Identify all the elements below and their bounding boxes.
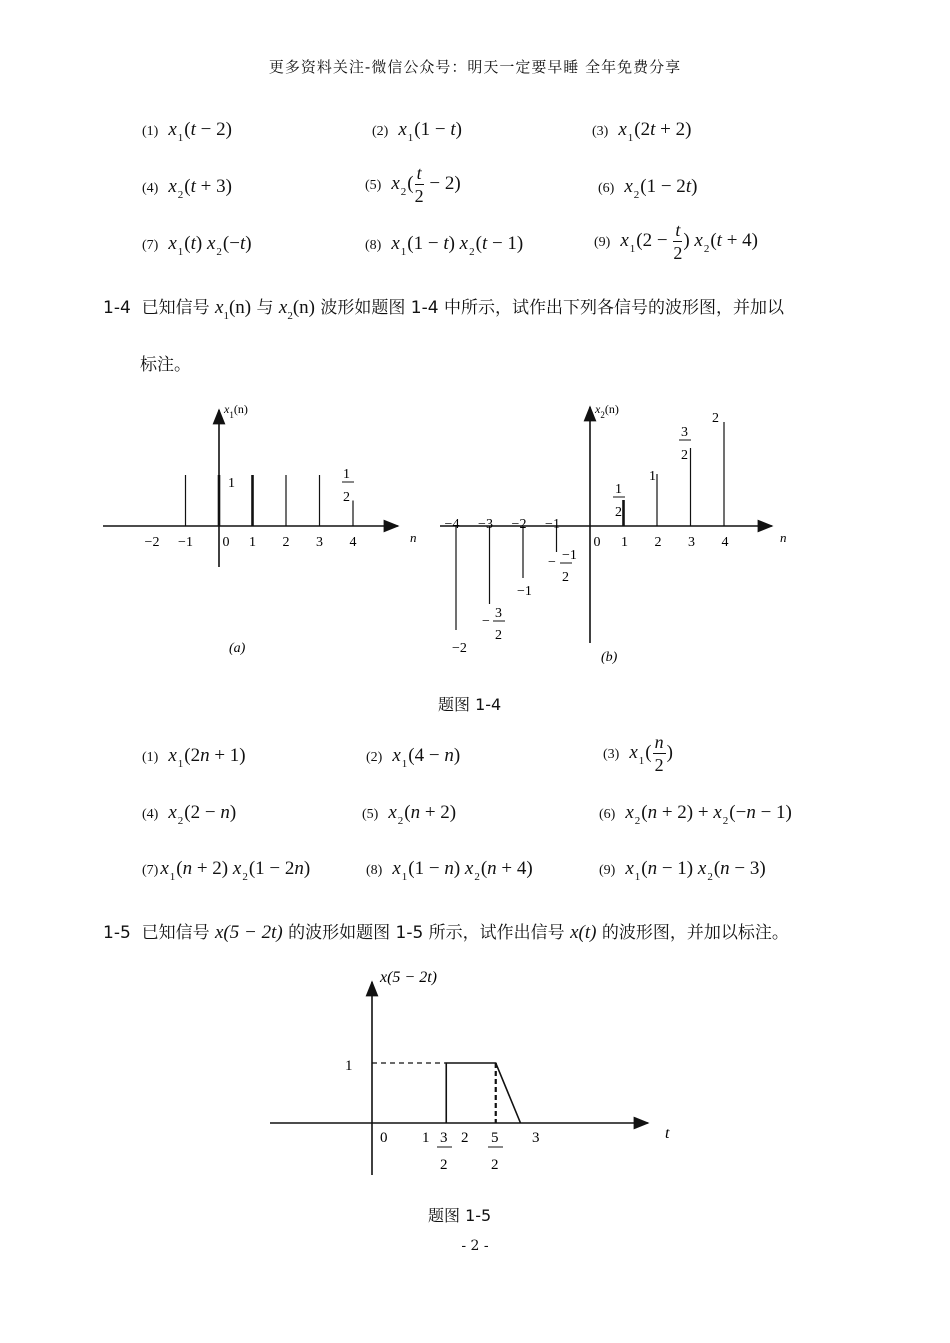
value-label: 3 [681, 425, 688, 440]
tick-label: 1 [621, 535, 628, 550]
list-item: (1) $x_1(t - 2)$ [142, 119, 232, 144]
tick-label: 2 [461, 1130, 469, 1146]
tick-label: 3 [316, 535, 323, 550]
tick-label: 0 [593, 535, 601, 550]
list-item: (5) $x_2(n + 2)$ [362, 802, 457, 827]
list-item: (2) $x_1(1 - t)$ [372, 119, 462, 144]
value-label: 2 [562, 570, 569, 585]
list-item: (6) $x_2(n + 2) + x_2(-n - 1)$ [599, 802, 792, 827]
figure-1-4-caption: 题图 1-4 [438, 695, 502, 714]
list-item: (8) $x_1(1 - n) x_2(n + 4)$ [366, 858, 533, 883]
tick-label: 2 [440, 1157, 448, 1173]
tick-label: 0 [380, 1130, 388, 1146]
plot-1-5-xlabel: t [665, 1125, 670, 1142]
list-item: (4) $x_2(2 - n)$ [142, 802, 237, 827]
figure-1-5-caption: 题图 1-5 [428, 1206, 492, 1225]
plot-b-ylabel: $x_2(n)$ [595, 402, 619, 420]
list-item: (8) $x_1(1 - t) x_2(t - 1)$ [365, 233, 524, 258]
list-item: (7) $x_1(n + 2) x_2(1 - 2n)$ [142, 858, 311, 883]
value-label: − [482, 614, 490, 629]
list-item: (4) $x_2(t + 3)$ [142, 176, 232, 201]
tick-label: 4 [721, 535, 729, 550]
value-label: 1 [615, 482, 622, 497]
list-item: (6) $x_2(1 - 2t)$ [598, 176, 698, 201]
tick-label: −3 [478, 517, 493, 532]
tick-label: −4 [444, 517, 460, 532]
list-item: (3) $x_1$( $\frac{n}{2}$ ) [603, 732, 673, 775]
tick-label: −1 [178, 535, 193, 550]
list-item: (5) $x_2$( $\frac{t}{2}$ − 2) [365, 163, 461, 206]
page-number: - 2 - [461, 1238, 489, 1254]
list-item: (1) $x_1(2n + 1)$ [142, 745, 246, 770]
tick-label: 3 [688, 535, 695, 550]
list-item: (9) $x_1(n - 1) x_2(n - 3)$ [599, 858, 766, 883]
tick-label: 1 [422, 1130, 430, 1146]
value-label: 1 [228, 476, 235, 491]
signal-curve [446, 1063, 520, 1123]
plot-a-ylabel: $x_1(n)$ [224, 402, 248, 420]
value-label: 2 [712, 411, 719, 426]
tick-label: −2 [144, 535, 160, 550]
value-label: − [548, 555, 556, 570]
plot-b-label: (b) [601, 650, 618, 665]
plot-b-xlabel: n [780, 530, 787, 545]
value-label: 1 [649, 469, 656, 484]
plot-a-xlabel: n [410, 530, 417, 545]
tick-label: 4 [349, 535, 357, 550]
problem-1-4-text: 1-4 已知信号 $x_1(n)$ 与 $x_2(n)$ 波形如题图 1-4 中所示，试作出下列各信号的波形图，并加以 [103, 297, 784, 322]
tick-label: 5 [491, 1130, 499, 1146]
plot-1-5-ylabel: x(5 − 2t) [380, 969, 437, 986]
value-label: −2 [452, 641, 467, 656]
list-item: (3) $x_1(2t + 2)$ [592, 119, 692, 144]
problem-1-4-text-cont: 标注。 [140, 355, 191, 375]
value-label: 2 [343, 490, 350, 505]
tick-label: 2 [491, 1157, 499, 1173]
tick-label: 3 [440, 1130, 448, 1146]
page-header: 更多资料关注-微信公众号：明天一定要早睡 全年免费分享 [268, 58, 682, 76]
figure-1-5 [0, 960, 950, 1190]
list-item: (2) $x_1(4 - n)$ [366, 745, 461, 770]
tick-label: 3 [532, 1130, 540, 1146]
value-label: −1 [517, 584, 532, 599]
tick-label: 2 [654, 535, 662, 550]
list-item: (7) $x_1(t)$ $x_2(-t)$ [142, 233, 252, 258]
value-label: 2 [495, 628, 502, 643]
tick-label: −2 [511, 517, 527, 532]
value-label: −1 [562, 548, 577, 563]
tick-label: 0 [222, 535, 230, 550]
value-label: 2 [615, 505, 622, 520]
value-label: 2 [681, 448, 688, 463]
figure-1-4 [0, 395, 950, 675]
tick-label: 2 [282, 535, 290, 550]
tick-label: −1 [545, 517, 560, 532]
tick-label: 1 [249, 535, 256, 550]
value-label: 1 [343, 467, 350, 482]
problem-1-5-text: 1-5 已知信号 x(5 − 2t) 的波形如题图 1-5 所示，试作出信号 x(t) 的波形图，并加以标注。 [103, 922, 789, 943]
ytick-label: 1 [345, 1058, 353, 1074]
plot-a-label: (a) [229, 641, 246, 656]
value-label: 3 [495, 606, 502, 621]
list-item: (9) $x_1(2$ − $\frac{t}{2}$ ) $x_2(t + 4)$ [594, 220, 758, 263]
